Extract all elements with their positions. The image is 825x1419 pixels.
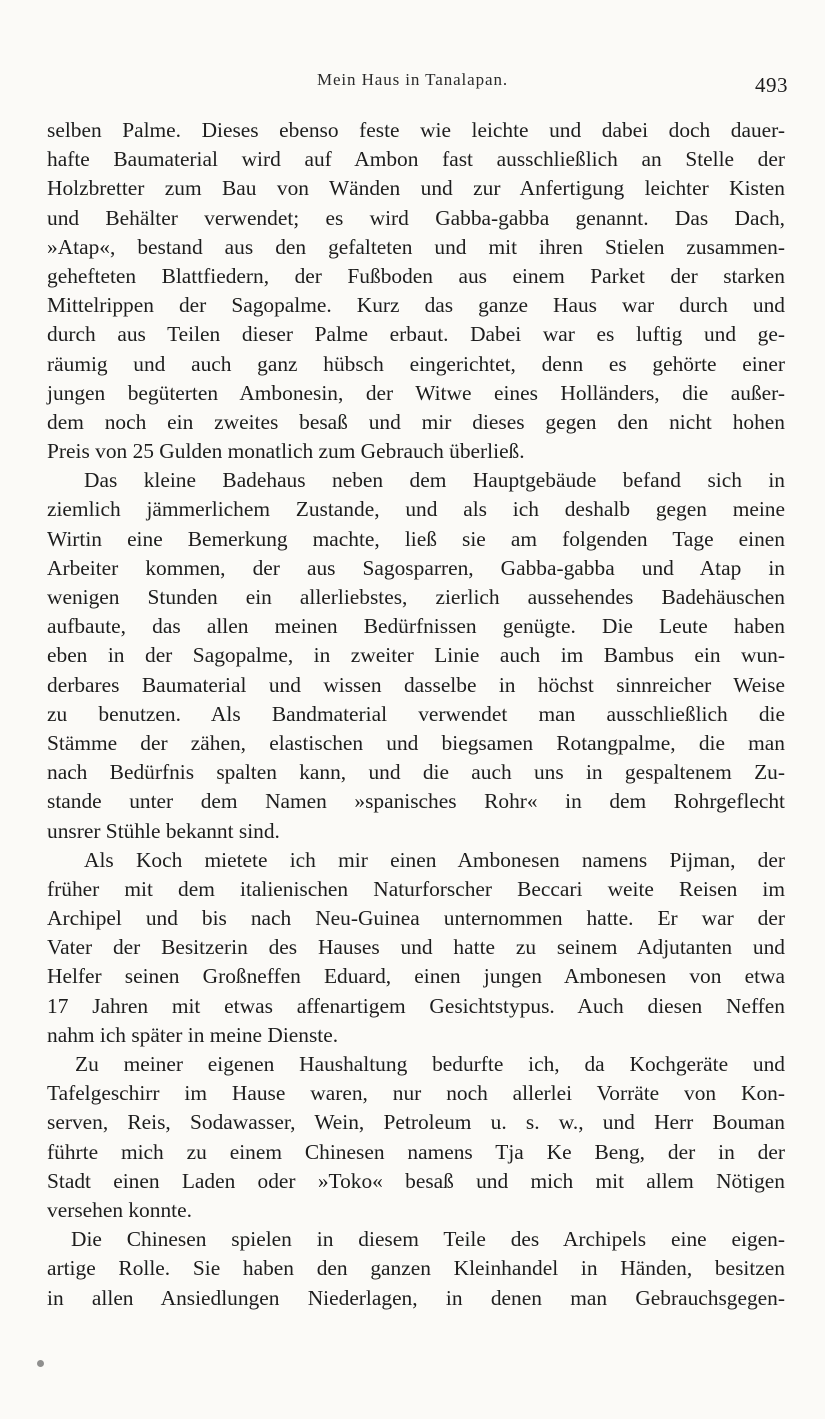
text-line: selben Palme. Dieses ebenso feste wie leichte und dabei doch dauer- <box>47 118 785 142</box>
text-line: versehen konnte. <box>47 1197 192 1222</box>
text-line: Als Koch mietete ich mir einen Ambonesen namens Pijman, der <box>84 847 785 872</box>
text-line: 17 Jahren mit etwas affenartigem Gesichtstypus. Auch diesen Neffen <box>47 993 785 1018</box>
text-line: hafte Baumaterial wird auf Ambon fast ausschließlich an Stelle der <box>47 147 785 172</box>
text-line: »Atap«, bestand aus den gefalteten und mit ihren Stielen zusammen- <box>47 234 785 259</box>
text-line: Holzbretter zum Bau von Wänden und zur Anfertigung leichter Kisten <box>47 176 785 201</box>
text-line: stande unter dem Namen »spanisches Rohr« in dem Rohrgeflecht <box>47 789 785 814</box>
text-line: Stämme der zähen, elastischen und biegsamen Rotangpalme, die man <box>47 730 785 755</box>
text-line: räumig und auch ganz hübsch eingerichtet, denn es gehörte einer <box>47 351 785 376</box>
paragraph-1 <box>47 116 785 466</box>
paragraph-2 <box>47 466 785 845</box>
paragraph-5 <box>47 1225 785 1313</box>
text-line: Mittelrippen der Sagopalme. Kurz das ganze Haus war durch und <box>47 293 785 318</box>
text-line: ziemlich jämmerlichem Zustande, und als ich deshalb gegen meine <box>47 497 785 522</box>
ink-speck <box>37 1360 44 1367</box>
text-line: durch aus Teilen dieser Palme erbaut. Dabei war es luftig und ge- <box>47 322 785 347</box>
text-line: gehefteten Blattfiedern, der Fußboden aus einem Parket der starken <box>47 263 785 288</box>
text-line: Die Chinesen spielen in diesem Teile des Archipels eine eigen- <box>71 1227 785 1252</box>
text-line: Zu meiner eigenen Haushaltung bedurfte ich, da Kochgeräte und <box>75 1052 785 1076</box>
text-line: in allen Ansiedlungen Niederlagen, in denen man Gebrauchsgegen- <box>47 1285 785 1310</box>
text-line: wenigen Stunden ein allerliebstes, zierlich aussehendes Badehäuschen <box>47 585 785 609</box>
text-line: Vater der Besitzerin des Hauses und hatte zu seinem Adjutanten und <box>47 935 785 960</box>
text-line: derbares Baumaterial und wissen dasselbe in höchst sinnreicher Weise <box>47 672 785 697</box>
paragraph-4 <box>47 1050 785 1225</box>
text-line: unsrer Stühle bekannt sind. <box>47 818 280 843</box>
text-line: eben in der Sagopalme, in zweiter Linie auch im Bambus ein wun- <box>47 643 785 668</box>
text-line: aufbaute, das allen meinen Bedürfnissen genügte. Die Leute haben <box>47 614 785 639</box>
text-line: Archipel und bis nach Neu-Guinea unternommen hatte. Er war der <box>47 906 785 931</box>
text-line: jungen begüterten Ambonesin, der Witwe eines Holländers, die außer- <box>47 380 785 405</box>
text-line: serven, Reis, Sodawasser, Wein, Petroleum u. s. w., und Herr Bouman <box>47 1110 785 1135</box>
text-line: nahm ich später in meine Dienste. <box>47 1022 339 1047</box>
page-number: 493 <box>755 73 788 97</box>
text-line: nach Bedürfnis spalten kann, und die auch uns in gespaltenem Zu- <box>47 760 785 785</box>
body-text <box>47 116 785 1313</box>
running-head <box>0 70 825 100</box>
text-line: führte mich zu einem Chinesen namens Tja Ke Beng, der in der <box>47 1139 785 1164</box>
running-title: Mein Haus in Tanalapan. <box>316 70 509 89</box>
text-line: Tafelgeschirr im Hause waren, nur noch allerlei Vorräte von Kon- <box>47 1081 785 1106</box>
text-line: Wirtin eine Bemerkung machte, ließ sie am folgenden Tage einen <box>47 526 785 551</box>
text-line: Das kleine Badehaus neben dem Hauptgebäude befand sich in <box>84 468 785 493</box>
text-line: Arbeiter kommen, der aus Sagosparren, Gabba-gabba und Atap in <box>47 555 785 580</box>
text-line: zu benutzen. Als Bandmaterial verwendet man ausschließlich die <box>47 701 785 726</box>
text-line: früher mit dem italienischen Naturforscher Beccari weite Reisen im <box>47 876 785 901</box>
text-line: und Behälter verwendet; es wird Gabba-gabba genannt. Das Dach, <box>47 205 785 230</box>
text-line: Stadt einen Laden oder »Toko« besaß und mich mit allem Nötigen <box>47 1168 785 1193</box>
text-line: Helfer seinen Großneffen Eduard, einen jungen Ambonesen von etwa <box>47 964 785 989</box>
paragraph-3 <box>47 846 785 1050</box>
text-line: artige Rolle. Sie haben den ganzen Kleinhandel in Händen, besitzen <box>47 1256 785 1281</box>
text-line: Preis von 25 Gulden monatlich zum Gebrauch überließ. <box>47 439 525 464</box>
text-line: dem noch ein zweites besaß und mir dieses gegen den nicht hohen <box>47 409 785 434</box>
